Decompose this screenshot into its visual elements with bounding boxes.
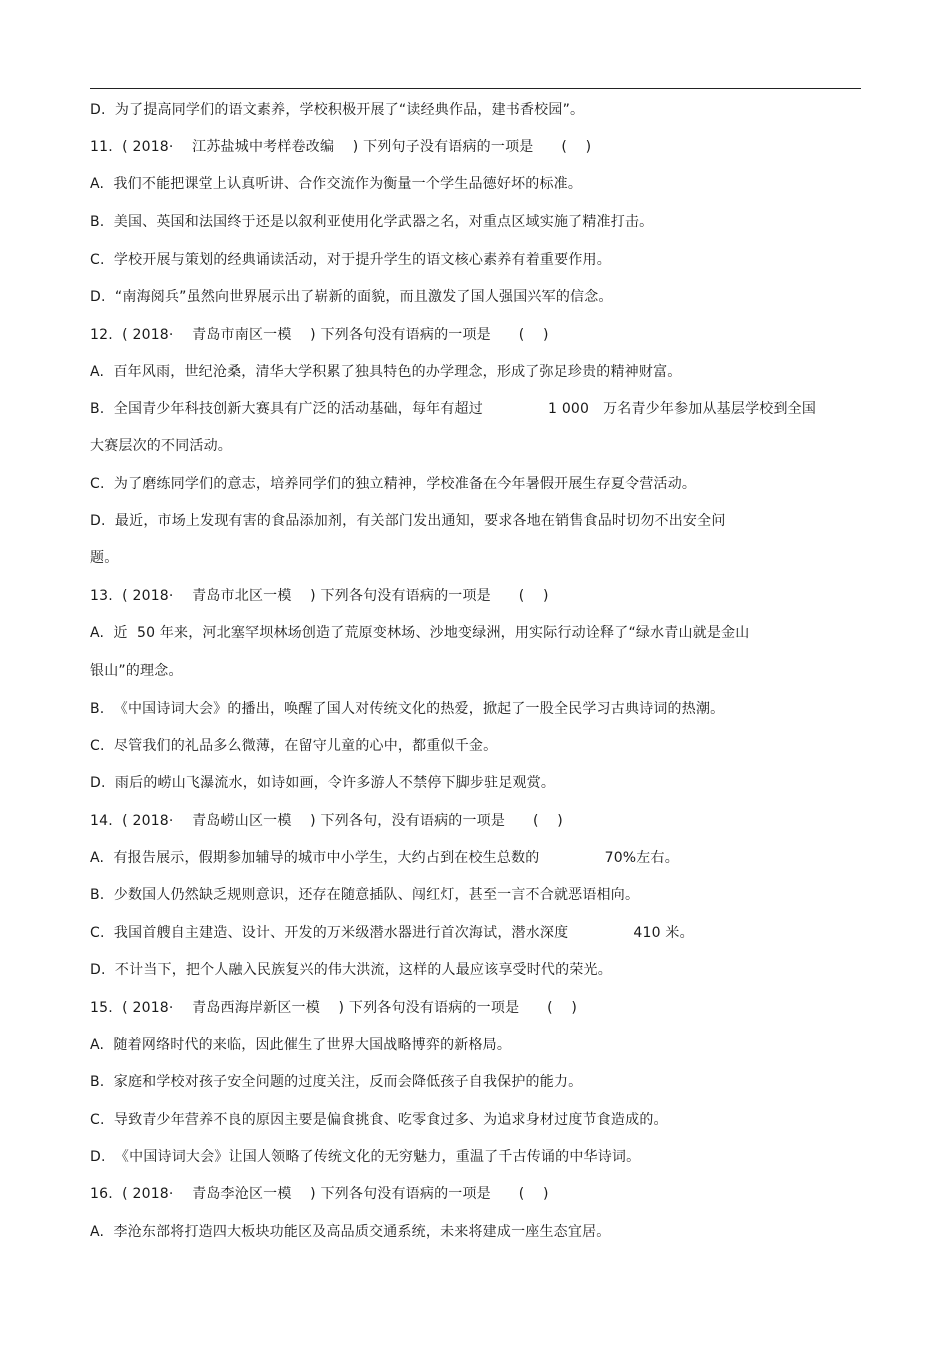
question-12: 12. ( 2018· 青岛市南区一模 ) 下列各句没有语病的一项是 ( )	[90, 327, 549, 343]
question-14: 14. ( 2018· 青岛崂山区一模 ) 下列各句，没有语病的一项是 ( )	[90, 813, 563, 829]
option-d-q12-cont: 题。	[90, 550, 119, 566]
option-d-q12: D. 最近，市场上发现有害的食品添加剂，有关部门发出通知，要求各地在销售食品时切勿不出安全问	[90, 513, 726, 529]
option-c-q13: C. 尽管我们的礼品多么微薄，在留守儿童的心中，都重似千金。	[90, 738, 498, 754]
option-c-q11: C. 学校开展与策划的经典诵读活动，对于提升学生的语文核心素养有着重要作用。	[90, 252, 611, 268]
option-b-q14: B. 少数国人仍然缺乏规则意识，还存在随意插队、闯红灯，甚至一言不合就恶语相向。	[90, 887, 640, 903]
question-13: 13. ( 2018· 青岛市北区一模 ) 下列各句没有语病的一项是 ( )	[90, 588, 549, 604]
option-a-q13-cont: 银山”的理念。	[90, 663, 183, 679]
option-d-q13: D. 雨后的崂山飞瀑流水，如诗如画，令许多游人不禁停下脚步驻足观赏。	[90, 775, 556, 791]
option-d-q14: D. 不计当下，把个人融入民族复兴的伟大洪流，这样的人最应该享受时代的荣光。	[90, 962, 612, 978]
option-a-q13: A. 近 50 年来，河北塞罕坝林场创造了荒原变林场、沙地变绿洲，用实际行动诠释了“绿水青山就是金山	[90, 625, 750, 641]
option-c-q12: C. 为了磨练同学们的意志，培养同学们的独立精神，学校准备在今年暑假开展生存夏令营活动。	[90, 476, 697, 492]
option-b-q15: B. 家庭和学校对孩子安全问题的过度关注，反而会降低孩子自我保护的能力。	[90, 1074, 583, 1090]
option-a-q16: A. 李沧东部将打造四大板块功能区及高品质交通系统，未来将建成一座生态宜居。	[90, 1224, 611, 1240]
option-d-q11: D. “南海阅兵”虽然向世界展示出了崭新的面貌，而且激发了国人强国兴军的信念。	[90, 289, 613, 305]
option-c-q14: C. 我国首艘自主建造、设计、开发的万米级潜水器进行首次海试，潜水深度 410 米。	[90, 925, 694, 941]
question-11: 11. ( 2018· 江苏盐城中考样卷改编 ) 下列句子没有语病的一项是 ( )	[90, 139, 592, 155]
option-d-q15: D. 《中国诗词大会》让国人领略了传统文化的无穷魅力，重温了千古传诵的中华诗词。	[90, 1149, 641, 1165]
option-b-q11: B. 美国、英国和法国终于还是以叙利亚使用化学武器之名，对重点区域实施了精准打击。	[90, 214, 654, 230]
option-b-q13: B. 《中国诗词大会》的播出，唤醒了国人对传统文化的热爱，掀起了一股全民学习古典诗词的热潮。	[90, 701, 725, 717]
question-16: 16. ( 2018· 青岛李沧区一模 ) 下列各句没有语病的一项是 ( )	[90, 1186, 549, 1202]
question-15: 15. ( 2018· 青岛西海岸新区一模 ) 下列各句没有语病的一项是 ( )	[90, 1000, 578, 1016]
option-a-q15: A. 随着网络时代的来临，因此催生了世界大国战略博弈的新格局。	[90, 1037, 512, 1053]
option-a-q11: A. 我们不能把课堂上认真听讲、合作交流作为衡量一个学生品德好坏的标准。	[90, 176, 583, 192]
option-d-q10: D. 为了提高同学们的语文素养，学校积极开展了“读经典作品，建书香校园”。	[90, 102, 585, 118]
option-b-q12: B. 全国青少年科技创新大赛具有广泛的活动基础，每年有超过 1 000 万名青少年参加从基层学校到全国	[90, 401, 817, 417]
option-a-q14: A. 有报告展示，假期参加辅导的城市中小学生，大约占到在校生总数的 70%左右。	[90, 850, 679, 866]
header-rule	[90, 88, 861, 89]
option-b-q12-cont: 大赛层次的不同活动。	[90, 438, 232, 454]
option-c-q15: C. 导致青少年营养不良的原因主要是偏食挑食、吃零食过多、为追求身材过度节食造成的。	[90, 1112, 668, 1128]
option-a-q12: A. 百年风雨，世纪沧桑，清华大学积累了独具特色的办学理念，形成了弥足珍贵的精神财富。	[90, 364, 682, 380]
